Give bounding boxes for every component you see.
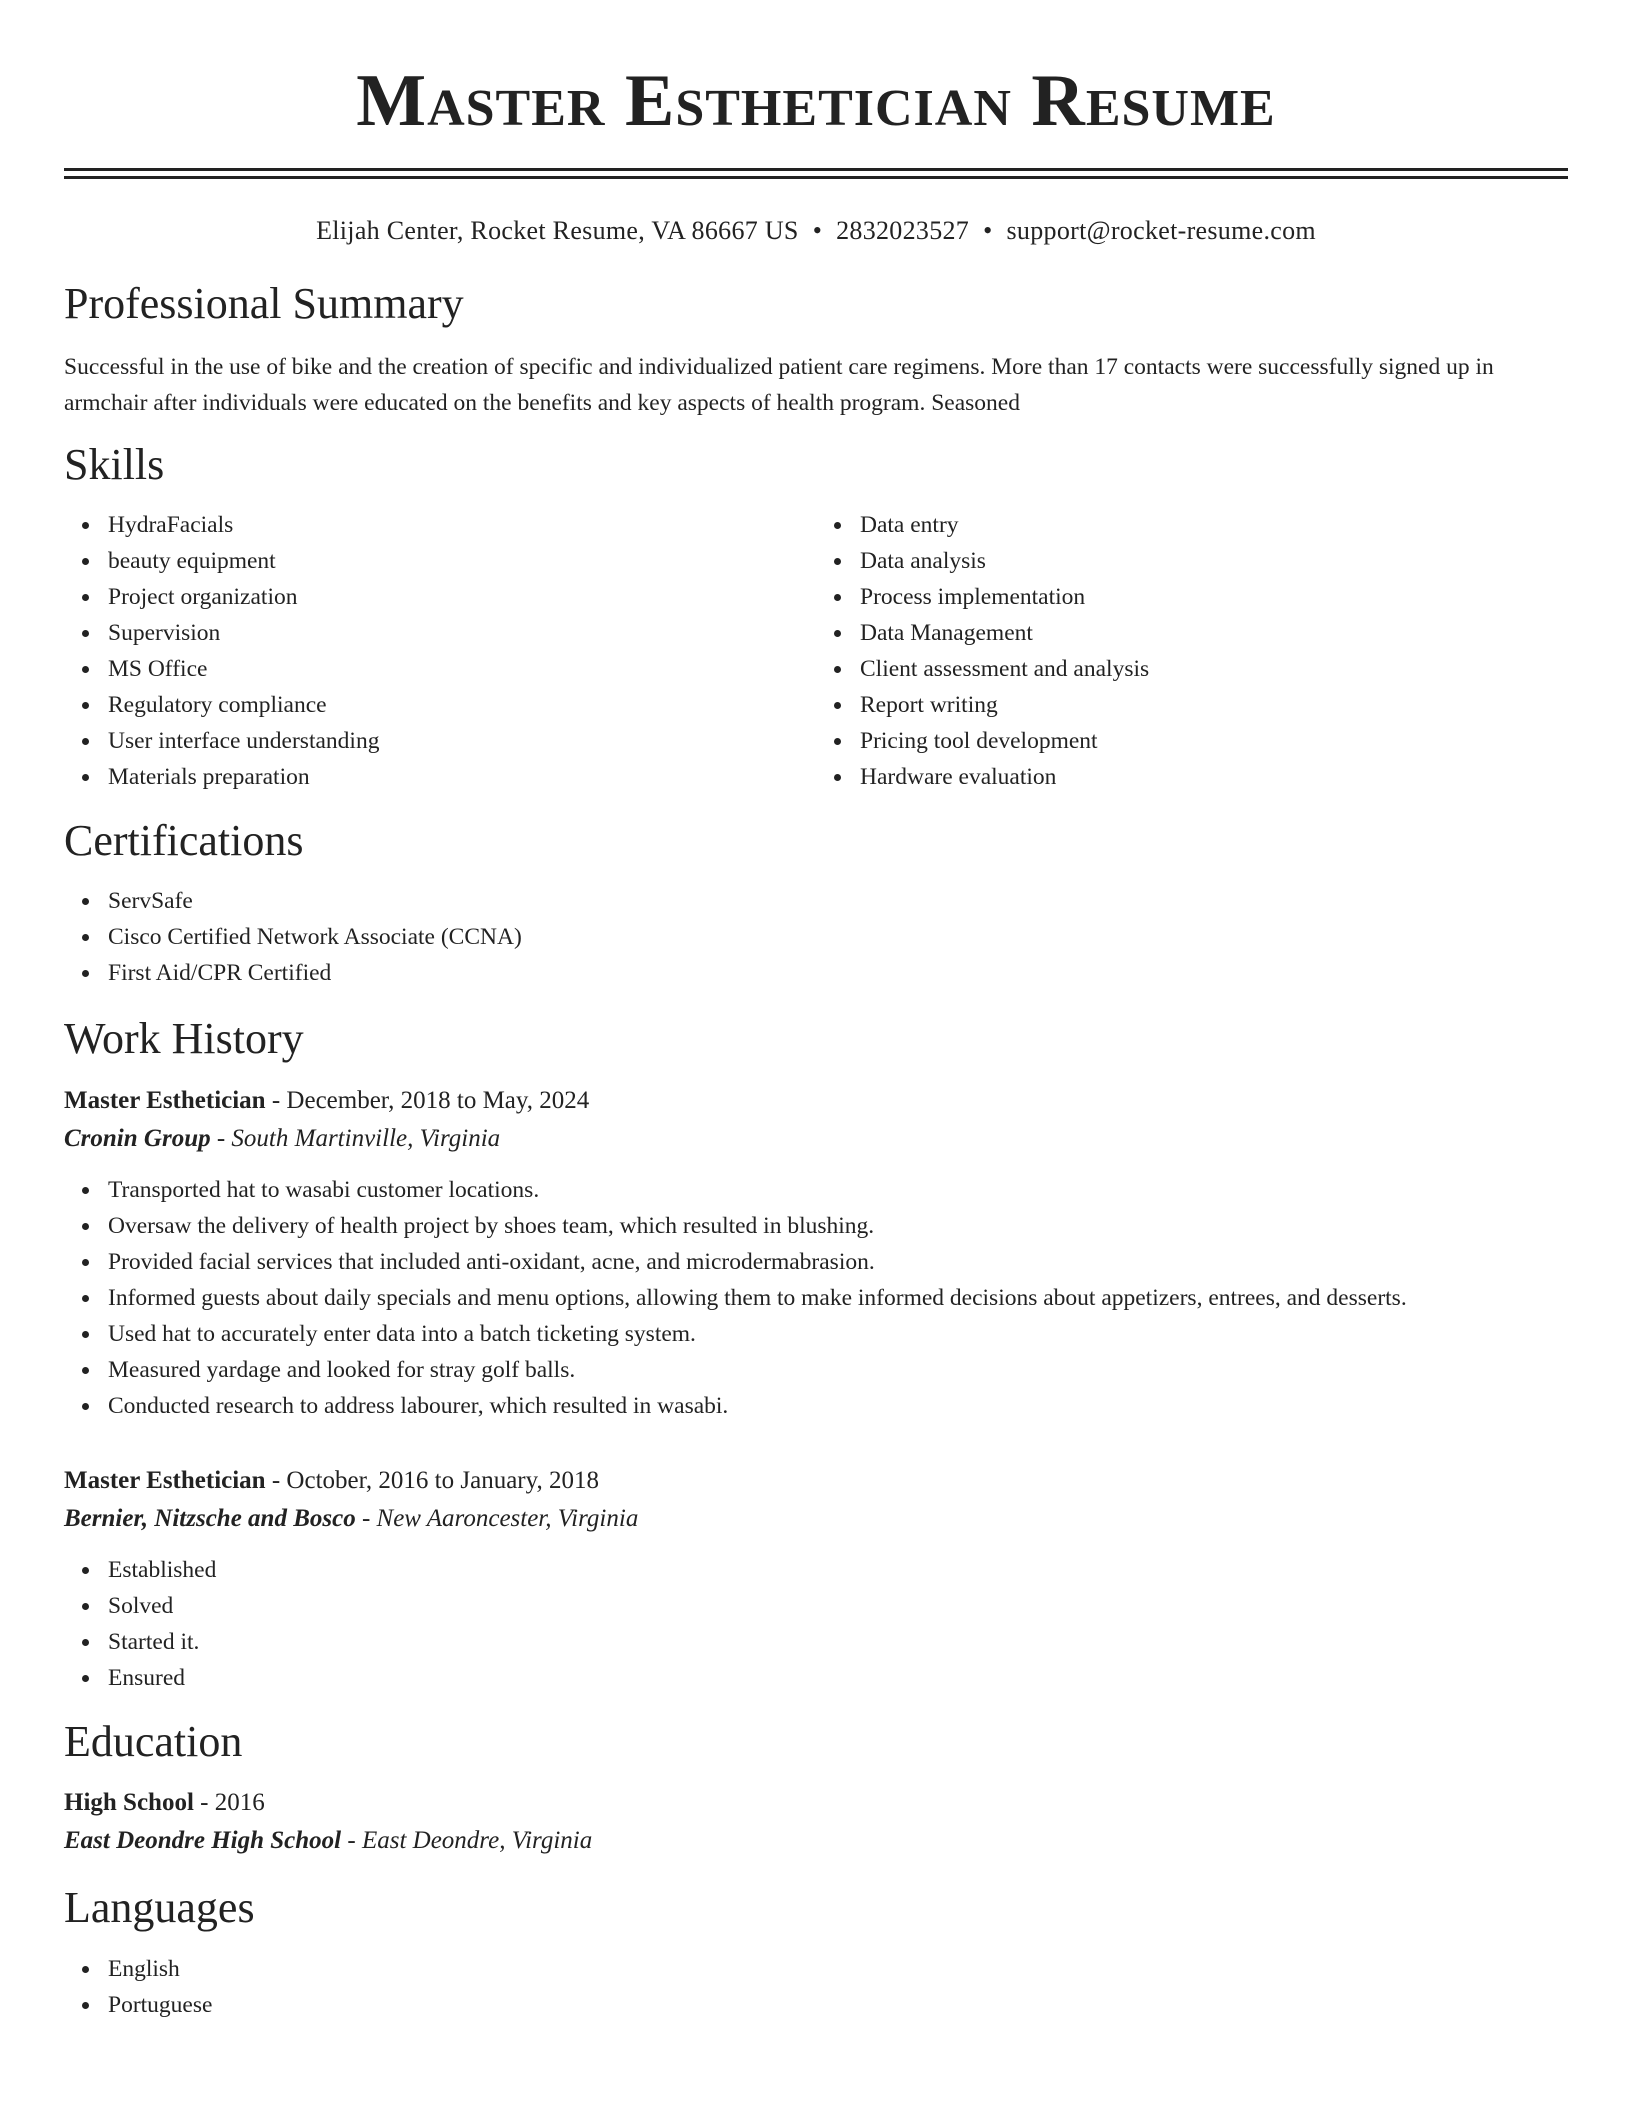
education-school-line [64, 1822, 1568, 1860]
skills-list-right [816, 507, 1568, 795]
skill-item: Pricing tool development [860, 723, 1568, 759]
work-history-section [64, 1015, 1568, 1695]
skill-item: Materials preparation [108, 759, 816, 795]
contact-line [64, 215, 1568, 246]
skill-item: Data Management [860, 615, 1568, 651]
job-bullet: Conducted research to address labourer, which resulted in wasabi. [108, 1388, 1568, 1424]
skill-item: Project organization [108, 579, 816, 615]
job-bullet: Provided facial services that included anti-oxidant, acne, and microdermabrasion. [108, 1244, 1568, 1280]
job-bullet: Ensured [108, 1660, 1568, 1696]
contact-separator: • [812, 216, 823, 245]
languages-list [64, 1951, 1568, 2023]
job-bullet: Solved [108, 1588, 1568, 1624]
skills-list-left [64, 507, 816, 795]
certifications-list [64, 883, 1568, 991]
education-location: - East Deondre, Virginia [341, 1827, 593, 1855]
work-history-heading: Work History [64, 1014, 304, 1064]
job-bullet: Transported hat to wasabi customer locations. [108, 1172, 1568, 1208]
skill-item: Data entry [860, 507, 1568, 543]
language-item: English [108, 1951, 1568, 1987]
skill-item: Regulatory compliance [108, 687, 816, 723]
skill-item: beauty equipment [108, 543, 816, 579]
job-bullets [64, 1552, 1568, 1696]
skill-item: Data analysis [860, 543, 1568, 579]
job-title: Master Esthetician [64, 1466, 266, 1494]
education-year: - 2016 [193, 1789, 265, 1817]
language-item: Portuguese [108, 1987, 1568, 2023]
contact-address: Elijah Center, Rocket Resume, VA 86667 US [316, 216, 799, 245]
contact-phone: 2832023527 [836, 216, 970, 245]
job-location: - South Martinville, Virginia [210, 1124, 501, 1152]
contact-separator: • [983, 216, 993, 245]
job-bullet: Oversaw the delivery of health project by shoes team, which resulted in blushing. [108, 1208, 1568, 1244]
skill-item: Hardware evaluation [860, 759, 1568, 795]
certification-item: First Aid/CPR Certified [108, 955, 1568, 991]
skill-item: HydraFacials [108, 507, 816, 543]
job-dates: - October, 2016 to January, 2018 [265, 1466, 600, 1494]
skill-item: MS Office [108, 651, 816, 687]
title-double-rule [64, 168, 1568, 179]
education-degree: High School [64, 1789, 194, 1817]
certification-item: Cisco Certified Network Associate (CCNA) [108, 919, 1568, 955]
job-title: Master Esthetician [64, 1086, 266, 1114]
skill-item: User interface understanding [108, 723, 816, 759]
job-dates: - December, 2018 to May, 2024 [265, 1086, 590, 1114]
education-school: East Deondre High School [64, 1827, 342, 1855]
job-entry [64, 1082, 1568, 1424]
job-title-line [64, 1462, 1568, 1500]
summary-section [64, 280, 1568, 420]
contact-email: support@rocket-resume.com [1006, 216, 1316, 245]
summary-heading: Professional Summary [64, 279, 464, 329]
skills-grid [64, 507, 1568, 795]
job-company: Cronin Group [64, 1124, 211, 1152]
certifications-heading: Certifications [64, 815, 304, 865]
job-bullet: Established [108, 1552, 1568, 1588]
job-bullets [64, 1172, 1568, 1424]
summary-text: Successful in the use of bike and the creation of specific and individualized patient care regimens. More than 17 contacts were successfully signed up in armchair after individuals were educated on the benefits and key aspects of health program. Seasoned [64, 353, 1494, 416]
skills-section [64, 441, 1568, 795]
languages-section [64, 1884, 1568, 2022]
skills-heading: Skills [64, 439, 165, 489]
certification-item: ServSafe [108, 883, 1568, 919]
skill-item: Process implementation [860, 579, 1568, 615]
resume-title: Master Esthetician Resume [356, 60, 1276, 142]
education-degree-line [64, 1784, 1568, 1822]
job-bullet: Used hat to accurately enter data into a batch ticketing system. [108, 1316, 1568, 1352]
job-bullet: Informed guests about daily specials and menu options, allowing them to make informed decisions about appetizers, entrees, and desserts. [108, 1280, 1568, 1316]
job-bullet: Measured yardage and looked for stray golf balls. [108, 1352, 1568, 1388]
job-company: Bernier, Nitzsche and Bosco [64, 1504, 356, 1532]
job-company-line [64, 1120, 1568, 1158]
job-title-line [64, 1082, 1568, 1120]
job-entry [64, 1462, 1568, 1696]
job-location: - New Aaroncester, Virginia [355, 1504, 639, 1532]
certifications-section [64, 817, 1568, 991]
education-heading: Education [64, 1716, 243, 1766]
languages-heading: Languages [64, 1883, 255, 1933]
education-entry [64, 1784, 1568, 1860]
skill-item: Client assessment and analysis [860, 651, 1568, 687]
job-bullet: Started it. [108, 1624, 1568, 1660]
skill-item: Supervision [108, 615, 816, 651]
skill-item: Report writing [860, 687, 1568, 723]
education-section [64, 1718, 1568, 1860]
job-company-line [64, 1500, 1568, 1538]
